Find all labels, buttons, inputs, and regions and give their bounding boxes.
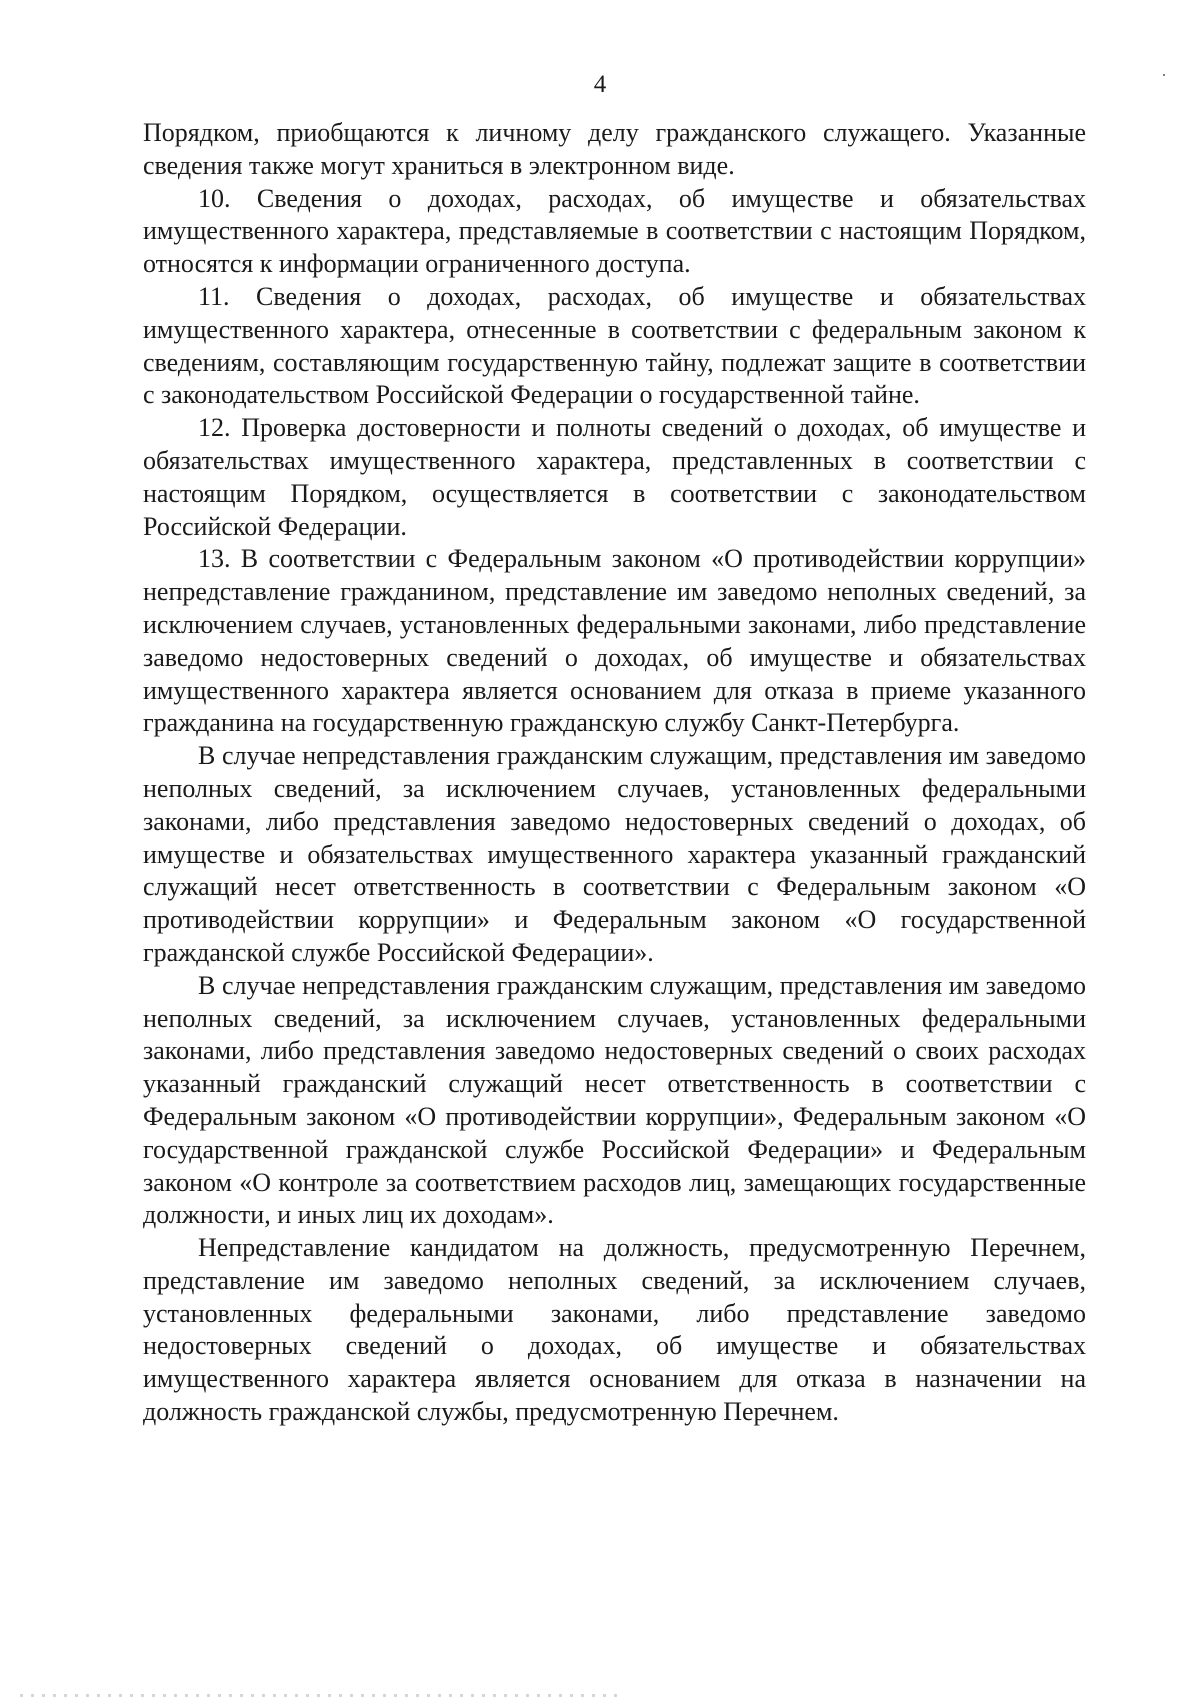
scan-speck xyxy=(1163,74,1165,76)
paragraph-continuation: Порядком, приобщаются к личному делу гражданского служащего. Указанные сведения также могут храниться в электронном виде. xyxy=(143,118,1086,180)
paragraph-item-13-part-2: В случае непредставления гражданским служащим, представления им заведомо неполных сведений, за исключением случаев, установленных федеральными законами, либо представления заведомо недостоверных сведений о доходах, об имуществе и обязательствах имущественного характера указанный гражданский служащий несет ответственность в соответствии с Федеральным законом «О противодействии коррупции» и Федеральным законом «О государственной гражданской службе Российской Федерации». xyxy=(143,741,1086,967)
paragraph-item-13-part-4: Непредставление кандидатом на должность, предусмотренную Перечнем, представление им заведомо неполных сведений, за исключением случаев, установленных федеральными законами, либо представление заведомо недостоверных сведений о доходах, об имуществе и обязательствах имущественного характера является основанием для отказа в назначении на должность гражданской службы, предусмотренную Перечнем. xyxy=(143,1233,1086,1427)
paragraph-item-10: 10. Сведения о доходах, расходах, об имуществе и обязательствах имущественного характера, представляемые в соответствии с настоящим Порядком, относятся к информации ограниченного доступа. xyxy=(143,183,1086,279)
paragraph-item-13: 13. В соответствии с Федеральным законом «О противодействии коррупции» непредставление гражданином, представление им заведомо неполных сведений, за исключением случаев, установленных федеральными законами, либо представление заведомо недостоверных сведений о доходах, об имуществе и обязательствах имущественного характера является основанием для отказа в приеме указанного гражданина на государственную гражданскую службу Санкт-Петербурга. xyxy=(143,544,1086,738)
scan-edge-artifact xyxy=(20,1694,620,1697)
paragraph-item-12: 12. Проверка достоверности и полноты сведений о доходах, об имуществе и обязательствах имущественного характера, представленных в соответствии с настоящим Порядком, осуществляется в соответствии с законодательством Российской Федерации. xyxy=(143,413,1086,541)
paragraph-item-13-part-3: В случае непредставления гражданским служащим, представления им заведомо неполных сведений, за исключением случаев, установленных федеральными законами, либо представления заведомо недостоверных сведений о своих расходах указанный гражданский служащий несет ответственность в соответствии с Федеральным законом «О противодействии коррупции», Федеральным законом «О государственной гражданской службе Российской Федерации» и Федеральным законом «О контроле за соответствием расходов лиц, замещающих государственные должности, и иных лиц их доходам». xyxy=(143,970,1086,1230)
paragraph-item-11: 11. Сведения о доходах, расходах, об имуществе и обязательствах имущественного характера, отнесенные в соответствии с федеральным законом к сведениям, составляющим государственную тайну, подлежат защите в соответствии с законодательством Российской Федерации о государственной тайне. xyxy=(143,281,1086,410)
page-number: 4 xyxy=(593,71,607,98)
document-body xyxy=(143,117,1086,1429)
